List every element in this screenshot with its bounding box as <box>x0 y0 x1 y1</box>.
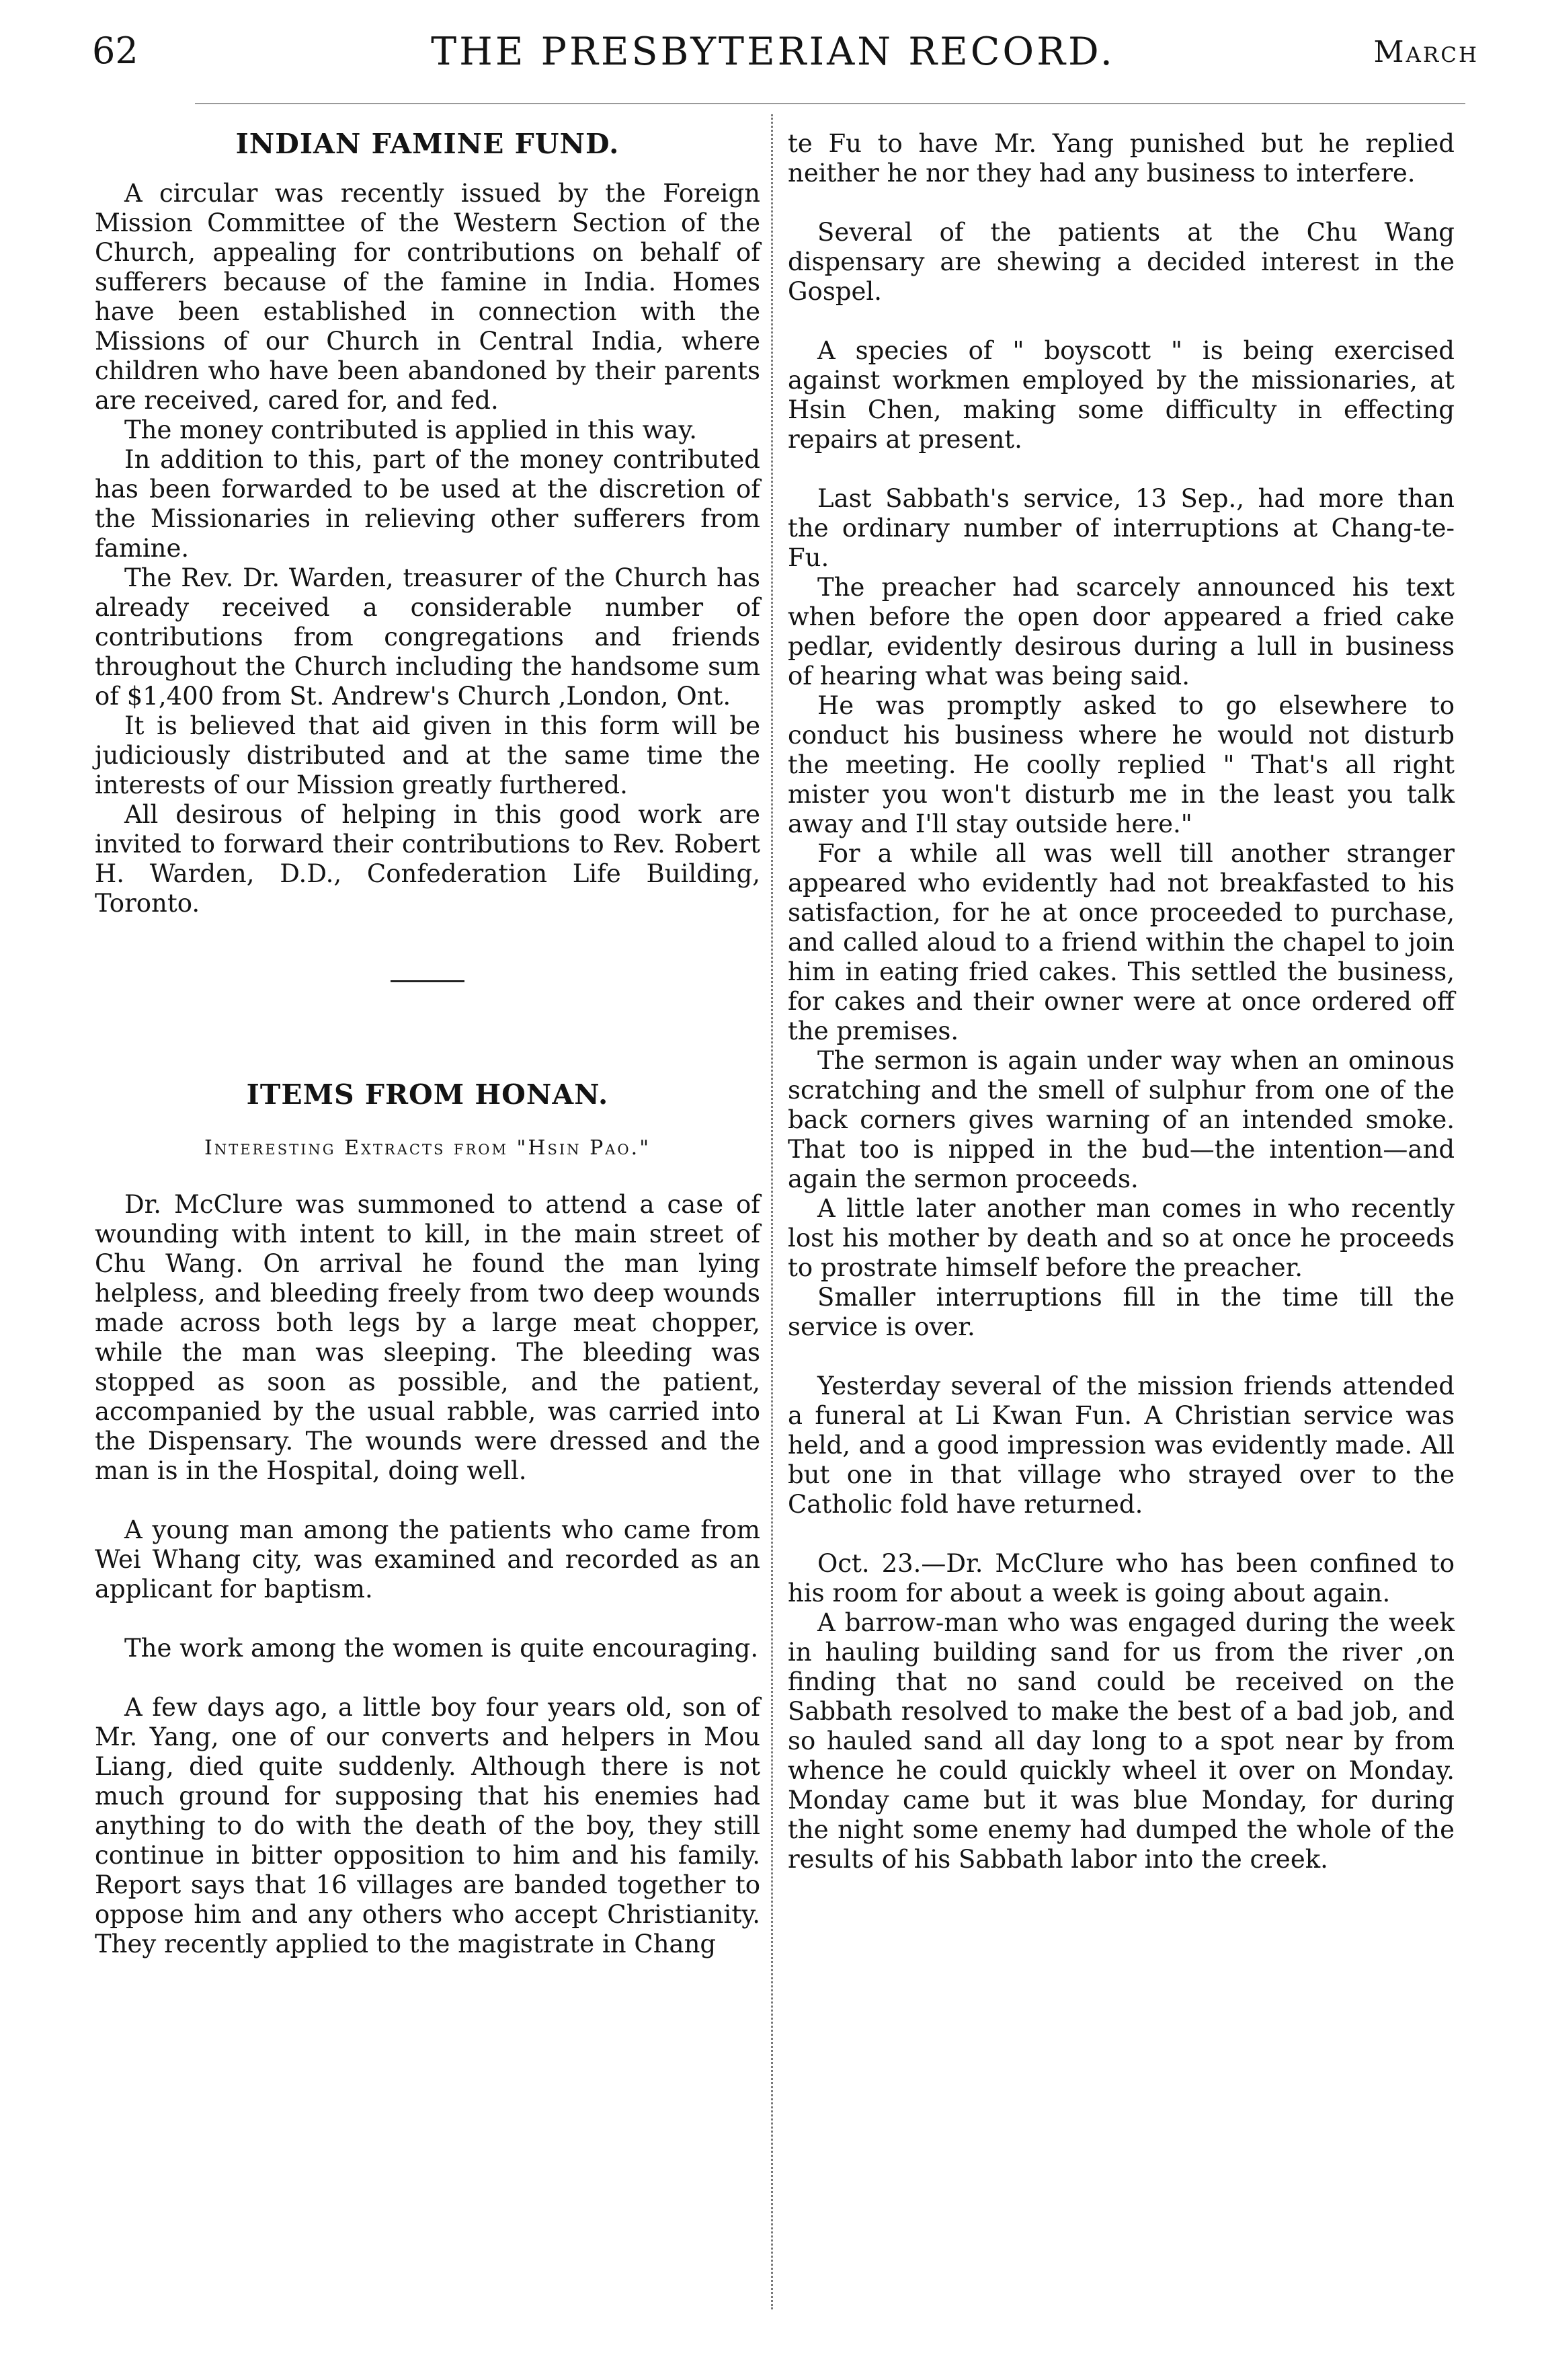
right-column <box>788 129 1455 1874</box>
column-paragraph: For a while all was well till another stranger appeared who evidently had not breakfasted to his satisfaction, for he at once proceeded to purchase, and called aloud to a friend within the chapel to join him in eating fried cakes. This settled the business, for cakes and their owner were at once ordered off the premises. <box>788 839 1455 1045</box>
famine-paragraph: It is believed that aid given in this form will be judiciously distributed and at the same time the interests of our Mission greatly furthered. <box>95 711 760 799</box>
column-paragraph: Last Sabbath's service, 13 Sep., had more than the ordinary number of interruptions at Chang-te-Fu. <box>788 484 1455 572</box>
famine-paragraph: The money contributed is applied in this way. <box>124 415 698 444</box>
column-paragraph: He was promptly asked to go elsewhere to conduct his business where he would not disturb the meeting. He coolly replied " That's all right mister you won't disturb me in the least you talk away and I'll stay outside here." <box>788 691 1455 838</box>
honan-paragraph: A young man among the patients who came from Wei Whang city, was examined and recorded as an applicant for baptism. <box>95 1515 760 1603</box>
column-paragraph: Yesterday several of the mission friends attended a funeral at Li Kwan Fun. A Christian service was held, and a good impression was evidently made. All but one in that village who strayed over to the Catholic fold have returned. <box>788 1372 1455 1519</box>
honan-paragraph: The work among the women is quite encouraging. <box>124 1634 759 1663</box>
honan-heading: ITEMS FROM HONAN. <box>246 1078 609 1111</box>
famine-paragraph: All desirous of helping in this good work are invited to forward their contributions to Rev. Robert H. Warden, D.D., Confederation Life Building, Toronto. <box>95 800 760 918</box>
column-paragraph: Oct. 23.—Dr. McClure who has been confined to his room for about a week is going about again. <box>788 1549 1455 1608</box>
column-paragraph: A little later another man comes in who recently lost his mother by death and so at once he proceeds to prostrate himself before the preacher. <box>788 1194 1455 1282</box>
column-paragraph: The sermon is again under way when an ominous scratching and the smell of sulphur from one of the back corners gives warning of an intended smoke. That too is nipped in the bud—the intention—and again the sermon proceeds. <box>788 1046 1455 1193</box>
famine-paragraph: In addition to this, part of the money contributed has been forwarded to be used at the discretion of the Missionaries in relieving other sufferers from famine. <box>95 445 760 563</box>
column-paragraph: A barrow-man who was engaged during the week in hauling building sand for us from the river ,on finding that no sand could be received on the Sabbath resolved to make the best of a bad job, and so hauled sand all day long to a spot near by from whence he could quickly wheel it over on Monday. Monday came but it was blue Monday, for during the night some enemy had dumped the whole of the results of his Sabbath labor into the creek. <box>788 1608 1455 1874</box>
honan-paragraph: A few days ago, a little boy four years old, son of Mr. Yang, one of our converts and helpers in Mou Liang, died quite suddenly. Although there is not much ground for supposing that his enemies had anything to do with the death of the boy, they still continue in bitter opposition to him and his family. Report says that 16 villages are banded together to oppose him and any others who accept Christianity. They recently applied to the magistrate in Chang <box>95 1693 760 1958</box>
column-paragraph: Several of the patients at the Chu Wang dispensary are shewing a decided interest in the Gospel. <box>788 218 1455 306</box>
famine-heading: INDIAN FAMINE FUND. <box>235 128 620 160</box>
section-divider <box>391 980 464 982</box>
column-divider <box>771 114 773 2309</box>
honan-paragraph: Dr. McClure was summoned to attend a case of wounding with intent to kill, in the main street of Chu Wang. On arrival he found the man lying helpless, and bleeding freely from two deep wounds made across both legs by a large meat chopper, while the man was sleeping. The bleeding was stopped as soon as possible, and the patient, accompanied by the usual rabble, was carried into the Dispensary. The wounds were dressed and the man is in the Hospital, doing well. <box>95 1190 760 1485</box>
header-rule <box>195 103 1465 104</box>
journal-title: THE PRESBYTERIAN RECORD. <box>431 30 1115 74</box>
column-paragraph: The preacher had scarcely announced his text when before the open door appeared a fried cake pedlar, evidently desirous during a lull in business of hearing what was being said. <box>788 573 1455 690</box>
issue-month: March <box>1373 35 1479 69</box>
page-number: 62 <box>92 30 138 72</box>
famine-paragraph: A circular was recently issued by the Foreign Mission Committee of the Western Section of the Church, appealing for contributions on behalf of sufferers because of the famine in India. Homes have been established in connection with the Missions of our Church in Central India, where children who have been abandoned by their parents are received, cared for, and fed. <box>95 179 760 415</box>
honan-subheading: Interesting Extracts from "Hsin Pao." <box>204 1136 651 1160</box>
column-paragraph: Smaller interruptions fill in the time till the service is over. <box>788 1283 1455 1341</box>
column-paragraph: A species of " boyscott " is being exercised against workmen employed by the missionaries, at Hsin Chen, making some difficulty in effecting repairs at present. <box>788 336 1455 454</box>
famine-paragraph: The Rev. Dr. Warden, treasurer of the Church has already received a considerable number of contributions from congregations and friends throughout the Church including the handsome sum of $1,400 from St. Andrew's Church ,London, Ont. <box>95 563 760 711</box>
left-column <box>95 129 760 1959</box>
running-header <box>0 28 1546 89</box>
column-paragraph: te Fu to have Mr. Yang punished but he replied neither he nor they had any business to interfere. <box>788 129 1455 188</box>
